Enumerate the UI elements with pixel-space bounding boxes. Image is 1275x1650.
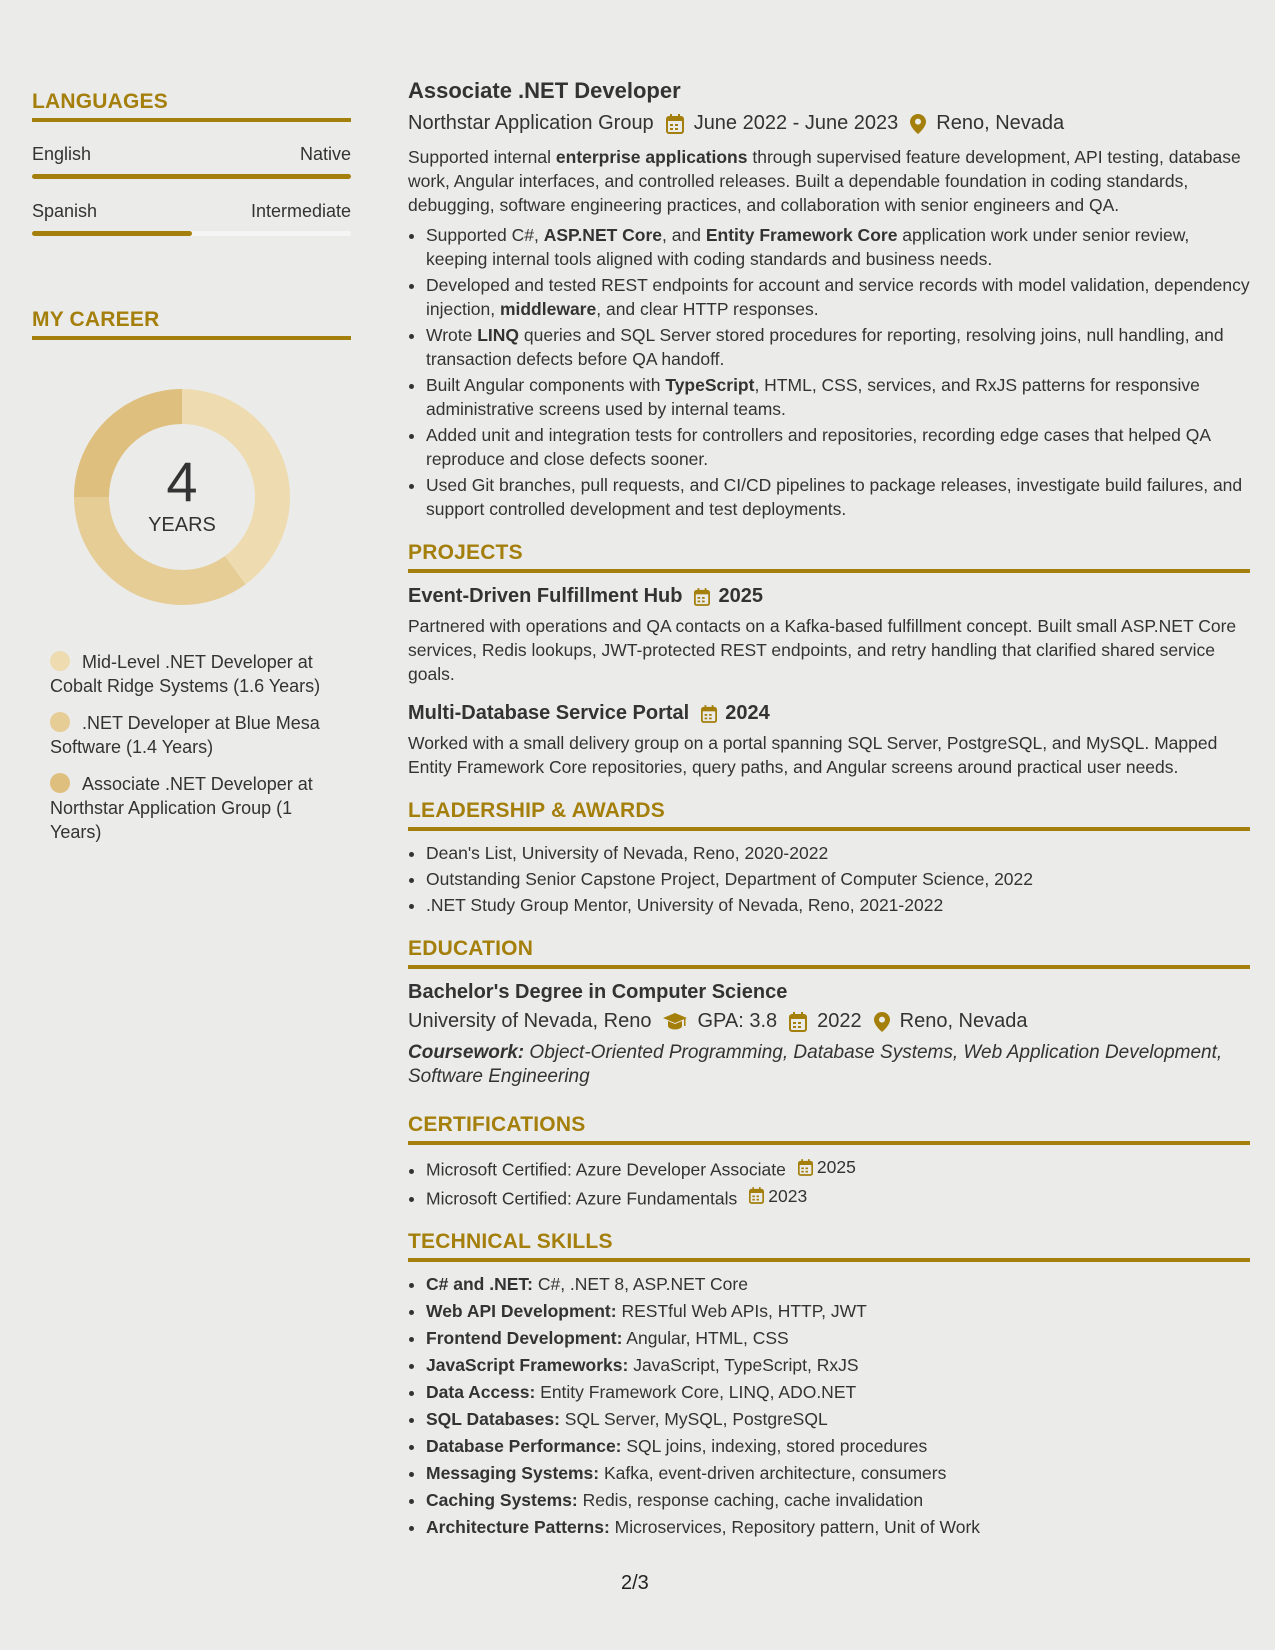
list-item: • Outstanding Senior Capstone Project, Department of Computer Science, 2022 xyxy=(426,867,1250,891)
language-level: Intermediate xyxy=(250,201,351,221)
graduation-cap-icon xyxy=(663,1013,687,1031)
certifications-heading: CERTIFICATIONS xyxy=(408,1113,1250,1145)
education-heading: EDUCATION xyxy=(408,937,1250,969)
job-dates: June 2022 - June 2023 xyxy=(693,112,899,134)
project-entry xyxy=(408,702,1250,779)
list-item: • Developed and tested REST endpoints for account and service records with model validation, dependency injection, middleware, and clear HTTP responses. xyxy=(426,273,1250,321)
certifications-list xyxy=(408,1155,1250,1210)
career-legend xyxy=(50,650,340,844)
language-item xyxy=(32,201,351,236)
list-item: • Added unit and integration tests for controllers and repositories, recording edge cases that helped QA reproduce and close defects sooner. xyxy=(426,423,1250,471)
language-bar-fill xyxy=(32,231,192,236)
job-location: Reno, Nevada xyxy=(936,112,1065,134)
language-bar-fill xyxy=(32,174,351,179)
main-content xyxy=(408,78,1250,1542)
sidebar xyxy=(32,90,351,857)
list-item: • Architecture Patterns: Microservices, Repository pattern, Unit of Work xyxy=(426,1515,1250,1539)
list-item: • Dean's List, University of Nevada, Reno, 2020-2022 xyxy=(426,841,1250,865)
list-item: • Messaging Systems: Kafka, event-driven architecture, consumers xyxy=(426,1461,1250,1485)
project-entry xyxy=(408,585,1250,686)
list-item: • Built Angular components with TypeScript, HTML, CSS, services, and RxJS patterns for responsive administrative screens used by internal teams. xyxy=(426,373,1250,421)
list-item: • Frontend Development: Angular, HTML, CSS xyxy=(426,1326,1250,1350)
list-item: • JavaScript Frameworks: JavaScript, TypeScript, RxJS xyxy=(426,1353,1250,1377)
job-company: Northstar Application Group xyxy=(408,112,654,134)
legend-dot xyxy=(50,651,70,671)
education-entry xyxy=(408,981,1250,1089)
career-heading: MY CAREER xyxy=(32,308,351,340)
legend-label: .NET Developer at Blue Mesa Software (1.4 Years) xyxy=(50,713,320,757)
project-description: Worked with a small delivery group on a portal spanning SQL Server, PostgreSQL, and MySQL. Mapped Entity Framework Core repositories, query paths, and Angular screens around practical user needs. xyxy=(408,733,1218,777)
list-item: • C# and .NET: C#, .NET 8, ASP.NET Core xyxy=(426,1272,1250,1296)
legend-dot xyxy=(50,773,70,793)
job-meta xyxy=(408,112,1250,135)
language-name: Spanish xyxy=(32,201,98,221)
list-item: • Data Access: Entity Framework Core, LINQ, ADO.NET xyxy=(426,1380,1250,1404)
legend-item xyxy=(50,711,340,759)
language-name: English xyxy=(32,144,92,164)
map-pin-icon xyxy=(874,1012,890,1032)
project-year: 2025 xyxy=(718,585,763,607)
legend-dot xyxy=(50,712,70,732)
list-item: • Caching Systems: Redis, response caching, cache invalidation xyxy=(426,1488,1250,1512)
calendar-icon xyxy=(749,1187,764,1204)
career-donut-chart xyxy=(67,382,297,612)
list-item: • SQL Databases: SQL Server, MySQL, PostgreSQL xyxy=(426,1407,1250,1431)
job-summary: Supported internal enterprise applications through supervised feature development, API testing, database work, Angular interfaces, and controlled releases. Built a dependable foundation in coding standards, debugging, software engineering practices, and collaboration with senior engineers and QA. xyxy=(408,147,1241,215)
career-total-years: 4 xyxy=(166,450,198,513)
list-item: • Used Git branches, pull requests, and CI/CD pipelines to package releases, investigate build failures, and support controlled development and test deployments. xyxy=(426,473,1250,521)
language-level: Native xyxy=(299,144,351,164)
list-item: • .NET Study Group Mentor, University of Nevada, Reno, 2021-2022 xyxy=(426,893,1250,917)
list-item: • Web API Development: RESTful Web APIs, HTTP, JWT xyxy=(426,1299,1250,1323)
list-item: • Microsoft Certified: Azure Fundamentals 2023 xyxy=(426,1184,1250,1211)
calendar-icon xyxy=(798,1159,813,1176)
legend-label: Associate .NET Developer at Northstar Application Group (1 Years) xyxy=(50,774,313,842)
degree-title: Bachelor's Degree in Computer Science xyxy=(408,981,788,1003)
map-pin-icon xyxy=(910,114,926,134)
job-bullets xyxy=(408,223,1250,521)
languages-heading: LANGUAGES xyxy=(32,90,351,122)
experience-entry xyxy=(408,78,1250,521)
job-title: Associate .NET Developer xyxy=(408,78,681,103)
legend-item xyxy=(50,650,340,698)
calendar-icon xyxy=(694,588,710,606)
education-meta xyxy=(408,1010,1250,1033)
leadership-heading: LEADERSHIP & AWARDS xyxy=(408,799,1250,831)
legend-label: Mid-Level .NET Developer at Cobalt Ridge Systems (1.6 Years) xyxy=(50,652,321,696)
page-number: 2/3 xyxy=(621,1572,649,1594)
list-item: • Database Performance: SQL joins, indexing, stored procedures xyxy=(426,1434,1250,1458)
school-location: Reno, Nevada xyxy=(899,1010,1028,1032)
project-year: 2024 xyxy=(725,702,770,724)
career-years-label: YEARS xyxy=(148,514,216,536)
list-item: • Microsoft Certified: Azure Developer Associate 2025 xyxy=(426,1155,1250,1182)
career-section xyxy=(32,308,351,844)
school-name: University of Nevada, Reno xyxy=(408,1010,652,1032)
projects-heading: PROJECTS xyxy=(408,541,1250,573)
skills-heading: TECHNICAL SKILLS xyxy=(408,1230,1250,1262)
project-name: Multi-Database Service Portal xyxy=(408,702,690,724)
leadership-list xyxy=(408,841,1250,917)
calendar-icon xyxy=(666,114,684,134)
project-name: Event-Driven Fulfillment Hub xyxy=(408,585,683,607)
list-item: • Supported C#, ASP.NET Core, and Entity Framework Core application work under senior review, keeping internal tools aligned with coding standards and business needs. xyxy=(426,223,1250,271)
coursework: Coursework: Object-Oriented Programming, Database Systems, Web Application Development, Software Engineering xyxy=(408,1042,1223,1087)
gpa: GPA: 3.8 xyxy=(697,1010,778,1032)
project-description: Partnered with operations and QA contacts on a Kafka-based fulfillment concept. Built small ASP.NET Core services, Redis lookups, JWT-protected REST endpoints, and retry handling that clarified shared service goals. xyxy=(408,616,1237,684)
graduation-year: 2022 xyxy=(817,1010,862,1032)
language-item xyxy=(32,144,351,179)
calendar-icon xyxy=(701,705,717,723)
skills-list xyxy=(408,1272,1250,1539)
language-bar xyxy=(32,231,351,236)
list-item: • Wrote LINQ queries and SQL Server stored procedures for reporting, resolving joins, null handling, and transaction defects before QA handoff. xyxy=(426,323,1250,371)
calendar-icon xyxy=(789,1012,807,1032)
legend-item xyxy=(50,772,340,844)
language-bar xyxy=(32,174,351,179)
